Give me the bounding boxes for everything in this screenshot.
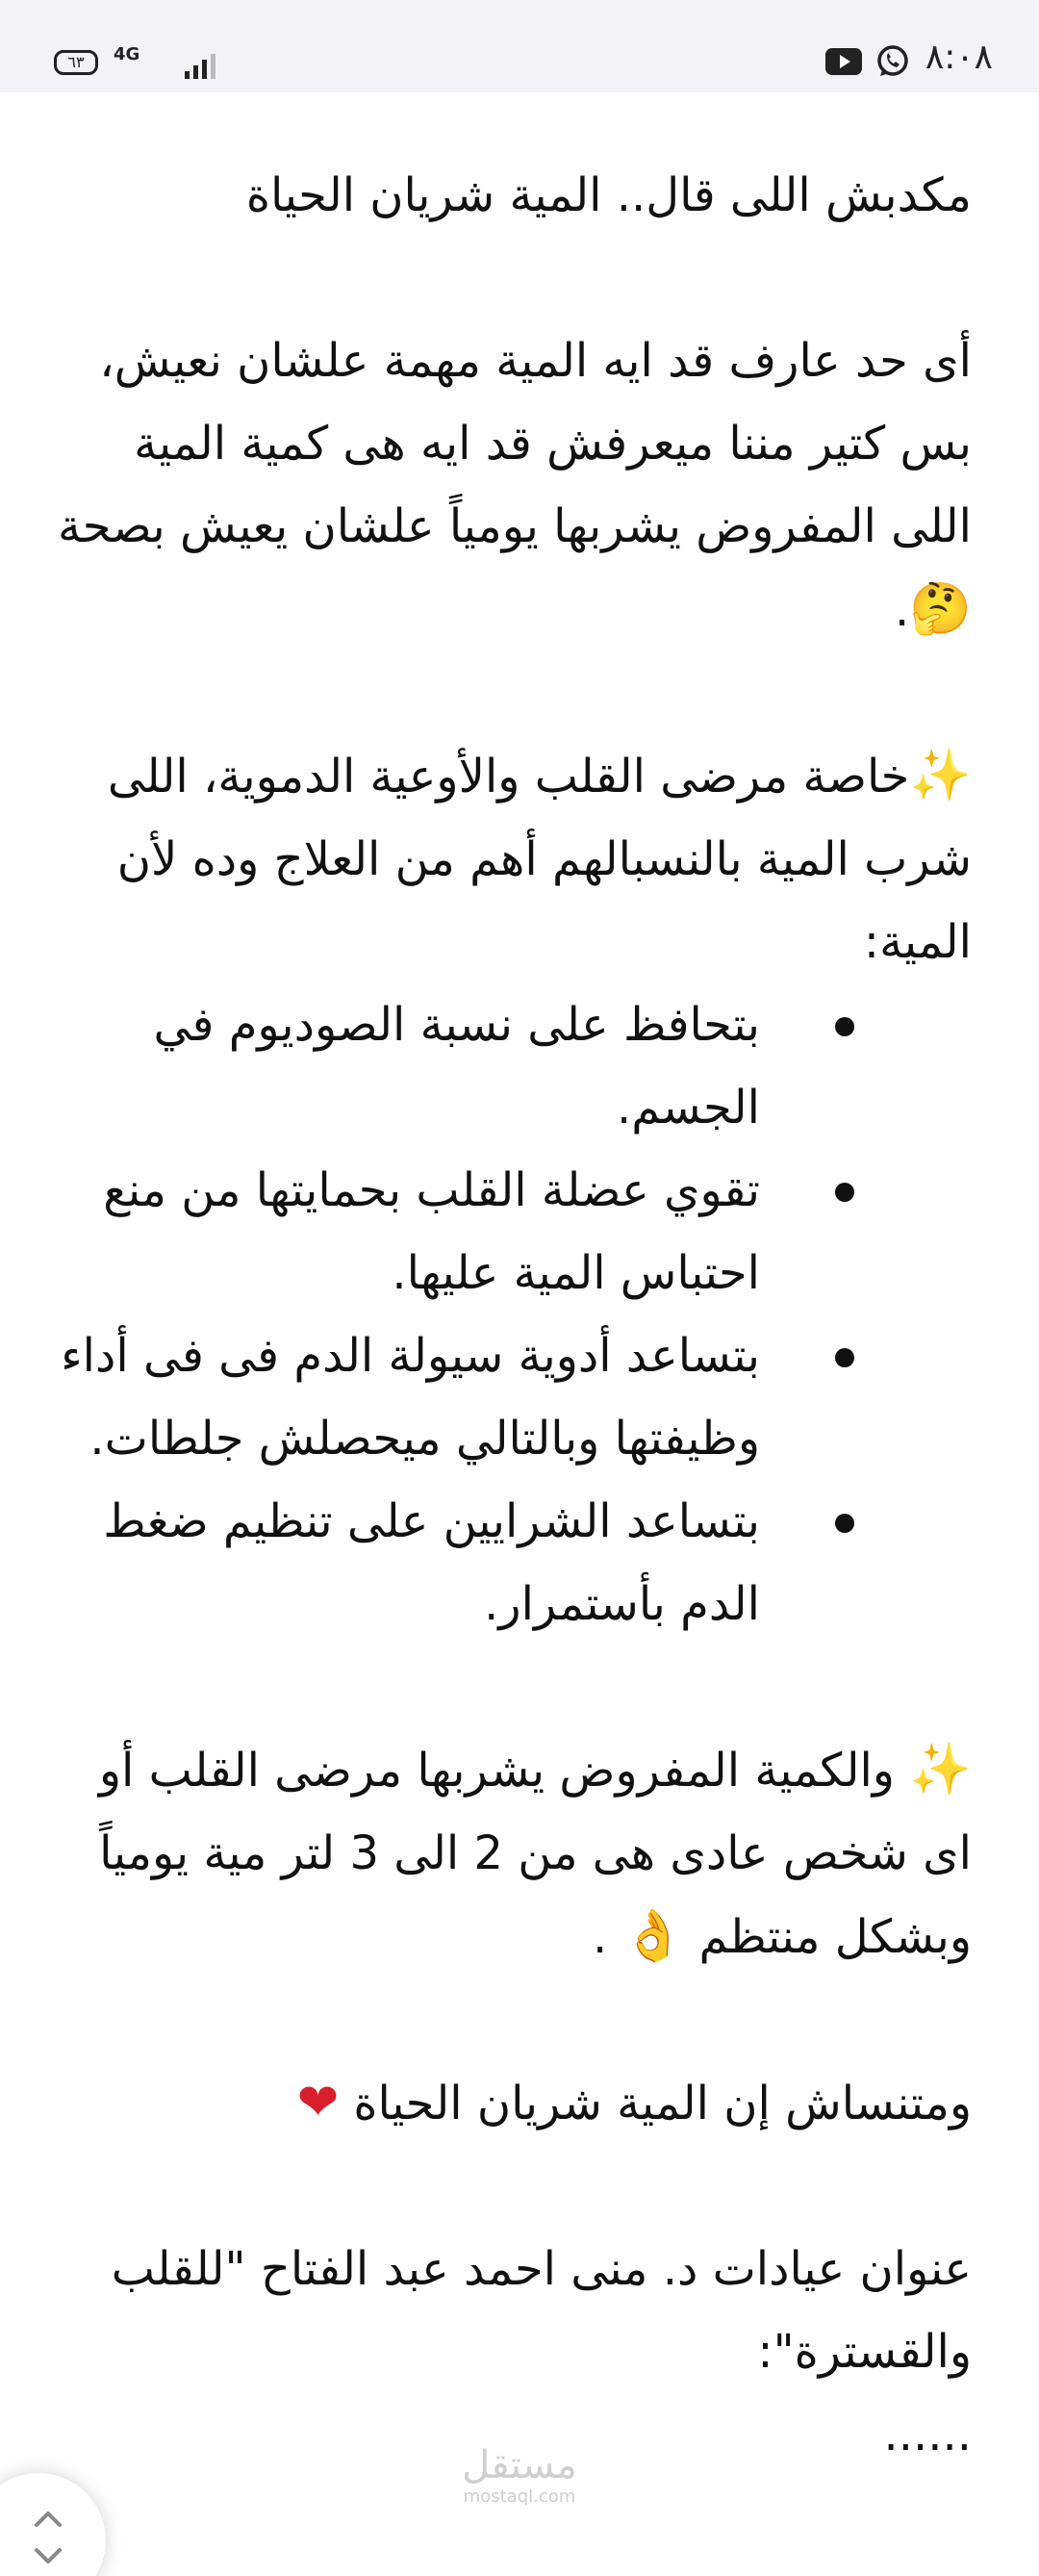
mostaql-watermark [452, 2444, 587, 2508]
ellipsis-line: ...... [883, 2408, 972, 2461]
section2-paragraph [58, 1728, 972, 1978]
bullet-icon [835, 1348, 854, 1367]
benefits-list [58, 983, 972, 1645]
list-item [58, 1149, 972, 1314]
chevron-down-icon [29, 2537, 67, 2575]
youtube-icon [825, 48, 862, 75]
list-item-text: تقوي عضلة القلب بحمايتها من منع احتباس المية عليها. [103, 1163, 760, 1300]
intro-end: . [894, 583, 910, 637]
section2-text: والكمية المفروض يشربها مرضى القلب أو اى شخص عادى هى من 2 الى 3 لتر مية يومياً وبشكل منتظم [98, 1744, 972, 1964]
status-bar [0, 0, 1039, 92]
spacer [58, 1978, 972, 2061]
watermark-logo-text: مستقل [462, 2443, 577, 2487]
network-type: 4G [114, 44, 140, 64]
intro-paragraph [58, 319, 972, 651]
whatsapp-icon [875, 44, 910, 79]
bullet-icon [835, 1514, 854, 1533]
list-item-text: بتحافظ على نسبة الصوديوم في الجسم. [153, 998, 760, 1135]
closing-text: ومتنساش إن المية شريان الحياة [353, 2077, 972, 2130]
spacer [58, 1645, 972, 1728]
watermark-url: mostaql.com [463, 2487, 576, 2507]
spacer [58, 237, 972, 319]
spacer [58, 2145, 972, 2228]
signal-icon [185, 54, 223, 79]
sparkles-icon: ✨ [909, 1741, 972, 1798]
section1-paragraph [58, 734, 972, 983]
bullet-icon [835, 1017, 854, 1036]
post-title-line: مكدبش اللى قال.. المية شريان الحياة [245, 168, 972, 222]
battery-icon [54, 50, 98, 75]
bullet-icon [835, 1183, 854, 1202]
intro-text: أى حد عارف قد ايه المية مهمة علشان نعيش، بس كتير مننا ميعرفش قد ايه هى كمية المية اللى المفروض يشربها يومياً علشان يعيش بصحة [58, 334, 972, 553]
list-item-text: بتساعد أدوية سيولة الدم فى فى أداء وظيفتها وبالتالي ميحصلش جلطات. [61, 1329, 760, 1466]
battery-level: ٦٣ [67, 53, 85, 71]
chevron-up-icon [29, 2500, 67, 2538]
section1-text: خاصة مرضى القلب والأوعية الدموية، اللى شرب المية بالنسبالهم أهم من العلاج وده لأن المية: [107, 750, 972, 969]
section2-end: . [592, 1910, 608, 1964]
spacer [58, 651, 972, 734]
closing-paragraph [58, 2061, 972, 2145]
list-item [58, 983, 972, 1149]
status-time: ٨:٠٨ [925, 38, 993, 77]
list-item [58, 1480, 972, 1645]
ok-hand-icon: 👌 [621, 1907, 685, 1965]
heart-icon: ❤ [296, 2074, 340, 2131]
post-body [58, 154, 972, 2476]
thinking-face-icon: 🤔 [909, 580, 972, 638]
list-item-text: بتساعد الشرايين على تنظيم ضغط الدم بأستمرار. [103, 1494, 760, 1631]
sparkles-icon: ✨ [909, 747, 972, 804]
address-paragraph: عنوان عيادات د. منى احمد عبد الفتاح "للقلب والقسترة": [111, 2242, 972, 2379]
list-item [58, 1314, 972, 1480]
scroll-toggle-button[interactable] [0, 2473, 106, 2576]
